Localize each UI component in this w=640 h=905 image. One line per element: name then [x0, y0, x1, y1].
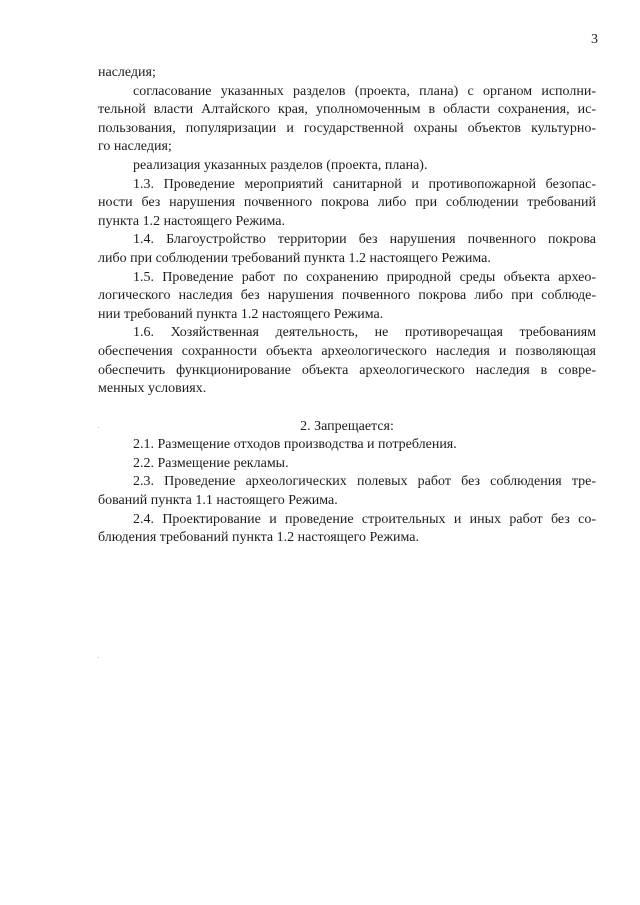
text-line: 1.4. Благоустройство территории без нарушения почвенного покрова [133, 232, 596, 248]
section-2-list [98, 436, 596, 548]
text-line: тельной власти Алтайского края, уполномоченным в области сохранения, ис- [98, 102, 596, 118]
paragraph-gap [98, 399, 596, 418]
section-2-heading: 2. Запрещается: [300, 418, 394, 434]
text-line: обеспечить функционирование объекта археологического наследия в совре- [98, 362, 596, 378]
text-line: пользования, популяризации и государственной охраны объектов культурно- [98, 120, 596, 136]
text-line: 2.1. Размещение отходов производства и потребления. [133, 437, 457, 453]
section-1-continuation [98, 64, 596, 399]
text-line: логического наследия без нарушения почвенного покрова либо при соблюде- [98, 288, 596, 304]
page-number: 3 [591, 32, 598, 47]
text-line: 2.2. Размещение рекламы. [133, 455, 289, 471]
text-line: обеспечения сохранности объекта археологического наследия и позволяющая [98, 343, 596, 359]
text-line: бований пункта 1.1 настоящего Режима. [98, 493, 338, 509]
text-line: либо при соблюдении требований пункта 1.2 настоящего Режима. [98, 250, 491, 266]
text-line: 1.5. Проведение работ по сохранению природной среды объекта архео- [133, 269, 596, 285]
text-line: го наследия; [98, 139, 172, 155]
scan-speck [98, 657, 99, 658]
scan-speck [98, 427, 99, 428]
text-line: согласование указанных разделов (проекта, плана) с органом исполни- [133, 83, 596, 99]
text-line: нии требований пункта 1.2 настоящего Режима. [98, 306, 384, 322]
text-line: 1.3. Проведение мероприятий санитарной и противопожарной безопас- [133, 176, 596, 192]
text-line: 2.4. Проектирование и проведение строительных и иных работ без со- [133, 511, 596, 527]
text-line: наследия; [98, 65, 156, 80]
text-line: 1.6. Хозяйственная деятельность, не противоречащая требованиям [133, 325, 596, 341]
text-line: пункта 1.2 настоящего Режима. [98, 213, 285, 229]
text-line: 2.3. Проведение археологических полевых работ без соблюдения тре- [133, 474, 596, 490]
text-line: блюдения требований пункта 1.2 настоящего Режима. [98, 530, 419, 546]
text-line: менных условиях. [98, 381, 207, 397]
text-line: ности без нарушения почвенного покрова либо при соблюдении требований [98, 195, 596, 211]
document-body [98, 64, 596, 548]
text-line: реализация указанных разделов (проекта, плана). [133, 157, 428, 173]
